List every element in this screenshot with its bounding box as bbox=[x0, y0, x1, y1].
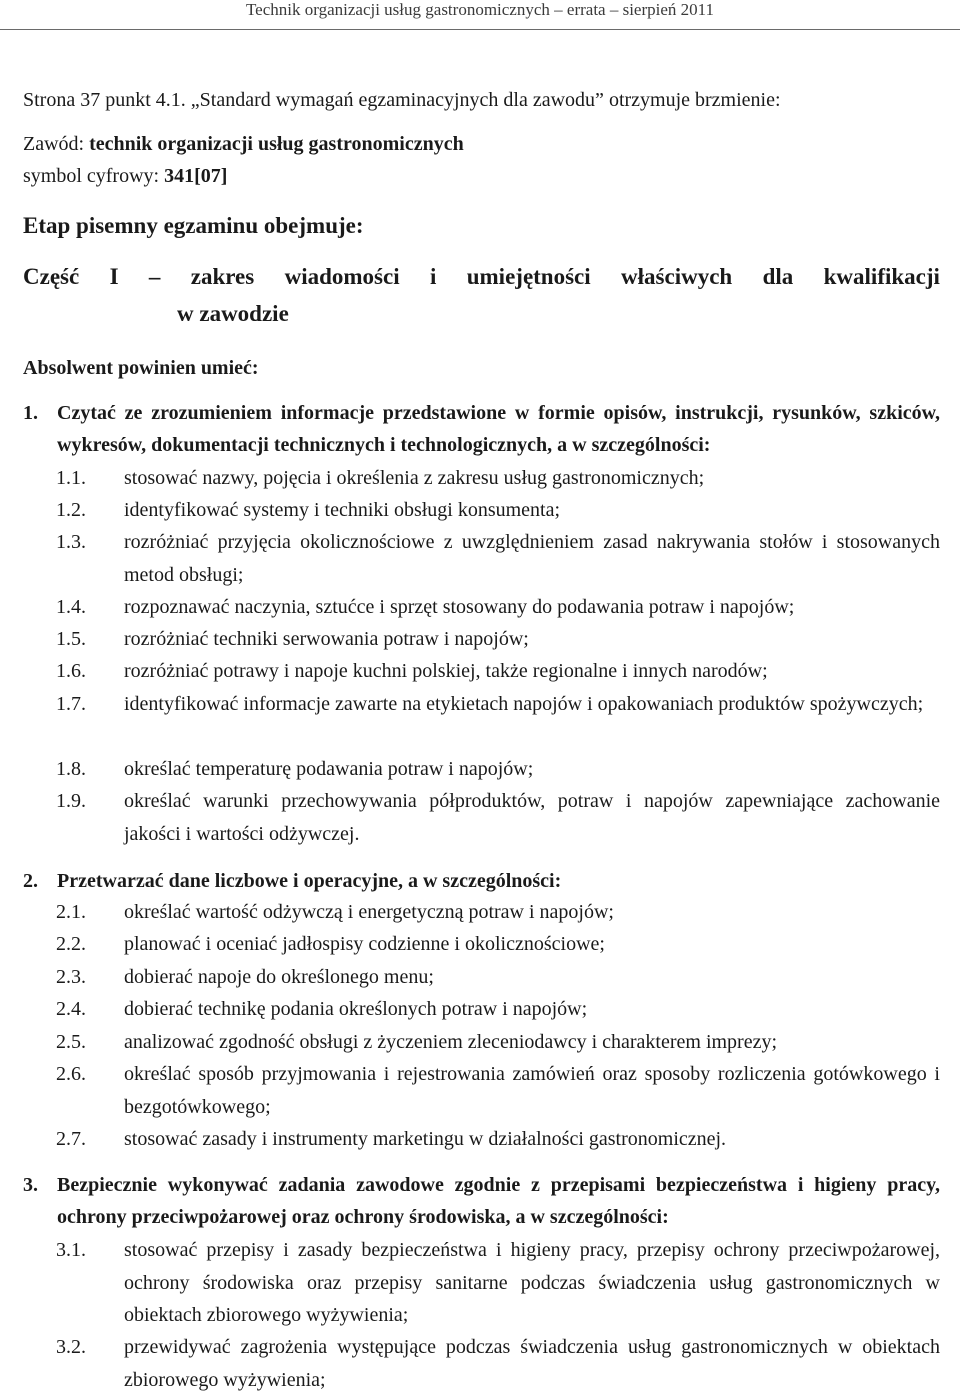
exam-stage-heading: Etap pisemny egzaminu obejmuje: bbox=[23, 213, 364, 238]
section-title: Przetwarzać dane liczbowe i operacyjne, a w szczególności: bbox=[57, 870, 562, 892]
item-number: 2.5. bbox=[56, 1031, 86, 1053]
list-item bbox=[23, 753, 940, 786]
section-heading bbox=[23, 1169, 940, 1233]
section-number: 3. bbox=[23, 1174, 38, 1196]
item-text: określać sposób przyjmowania i rejestrowania zamówień oraz sposoby rozliczenia gotówkowego i bezgotówkowego; bbox=[124, 1063, 940, 1118]
symbol-line bbox=[23, 160, 938, 192]
part-heading-continuation: w zawodzie bbox=[177, 301, 289, 326]
part-word: I bbox=[109, 264, 119, 289]
list-item bbox=[23, 494, 940, 527]
part-word: wiadomości bbox=[284, 264, 400, 289]
occupation-label: Zawód: bbox=[23, 133, 90, 155]
item-text: identyfikować informacje zawarte na etykietach napojów i opakowaniach produktów spożywczych; bbox=[124, 693, 924, 715]
item-text: rozpoznawać naczynia, sztućce i sprzęt stosowany do podawania potraw i napojów; bbox=[124, 596, 795, 618]
item-number: 1.3. bbox=[56, 531, 86, 553]
item-number: 2.4. bbox=[56, 998, 86, 1020]
list-item bbox=[23, 623, 940, 656]
header-divider bbox=[0, 29, 960, 30]
list-item bbox=[23, 1026, 940, 1059]
symbol-label: symbol cyfrowy: bbox=[23, 165, 165, 187]
list-item bbox=[23, 655, 940, 688]
item-text: rozróżniać potrawy i napoje kuchni polskiej, także regionalne i innych narodów; bbox=[124, 660, 768, 682]
item-number: 2.3. bbox=[56, 966, 86, 988]
part-word: Część bbox=[23, 264, 80, 289]
item-text: identyfikować systemy i techniki obsługi konsumenta; bbox=[124, 499, 561, 521]
item-number: 1.5. bbox=[56, 628, 86, 650]
list-item bbox=[23, 1058, 940, 1123]
section-heading bbox=[23, 865, 940, 897]
item-number: 3.1. bbox=[56, 1239, 86, 1261]
occupation-line bbox=[23, 128, 938, 160]
item-text: rozróżniać przyjęcia okolicznościowe z uwzględnieniem zasad nakrywania stołów i stosowanych metod obsługi; bbox=[124, 531, 940, 586]
list-item bbox=[23, 961, 940, 994]
list-item bbox=[23, 688, 940, 721]
item-text: stosować zasady i instrumenty marketingu w działalności gastronomicznej. bbox=[124, 1128, 727, 1150]
item-number: 1.1. bbox=[56, 467, 86, 489]
item-number: 3.2. bbox=[56, 1336, 86, 1358]
item-number: 1.2. bbox=[56, 499, 86, 521]
section-number: 2. bbox=[23, 870, 38, 892]
section-heading bbox=[23, 397, 940, 461]
list-item bbox=[23, 993, 940, 1026]
item-number: 1.6. bbox=[56, 660, 86, 682]
item-number: 1.9. bbox=[56, 790, 86, 812]
section-title: Czytać ze zrozumieniem informacje przedstawione w formie opisów, instrukcji, rysunków, szkiców, wykresów, dokumentacji technicznych i technologicznych, a w szczególności: bbox=[57, 402, 940, 456]
item-text: stosować nazwy, pojęcia i określenia z zakresu usług gastronomicznych; bbox=[124, 467, 705, 489]
item-text: przewidywać zagrożenia występujące podczas świadczenia usług gastronomicznych w obiektach zbiorowego wyżywienia; bbox=[124, 1336, 940, 1391]
item-text: dobierać napoje do określonego menu; bbox=[124, 966, 434, 988]
intro-paragraph: Strona 37 punkt 4.1. „Standard wymagań egzaminacyjnych dla zawodu” otrzymuje brzmienie: bbox=[23, 89, 781, 111]
item-text: określać wartość odżywczą i energetyczną potraw i napojów; bbox=[124, 901, 614, 923]
section-number: 1. bbox=[23, 402, 38, 424]
item-text: określać temperaturę podawania potraw i napojów; bbox=[124, 758, 534, 780]
item-number: 2.1. bbox=[56, 901, 86, 923]
section-title: Bezpiecznie wykonywać zadania zawodowe zgodnie z przepisami bezpieczeństwa i higieny pracy, ochrony przeciwpożarowej oraz ochrony środowiska, a w szczególności: bbox=[57, 1174, 940, 1228]
occupation-value: technik organizacji usług gastronomicznych bbox=[89, 133, 464, 155]
item-number: 2.2. bbox=[56, 933, 86, 955]
list-item bbox=[23, 462, 940, 495]
part-word: – bbox=[148, 264, 161, 289]
list-item bbox=[23, 1331, 940, 1396]
list-item bbox=[23, 896, 940, 929]
item-number: 2.7. bbox=[56, 1128, 86, 1150]
part-heading bbox=[23, 264, 940, 290]
item-text: planować i oceniać jadłospisy codzienne i okolicznościowe; bbox=[124, 933, 605, 955]
part-word: dla bbox=[762, 264, 794, 289]
item-text: analizować zgodność obsługi z życzeniem zleceniodawcy i charakterem imprezy; bbox=[124, 1031, 778, 1053]
part-word: kwalifikacji bbox=[823, 264, 940, 289]
list-item bbox=[23, 1234, 940, 1332]
page-header: Technik organizacji usług gastronomicznych – errata – sierpień 2011 bbox=[245, 0, 715, 19]
item-text: stosować przepisy i zasady bezpieczeństwa i higieny pracy, przepisy ochrony przeciwpożarowej, ochrony środowiska oraz przepisy sanitarne podczas świadczenia usług gastronomicznych w obiektach zbiorowego wyżywienia; bbox=[124, 1239, 940, 1326]
list-item bbox=[23, 1123, 940, 1156]
list-item bbox=[23, 591, 940, 624]
item-number: 1.8. bbox=[56, 758, 86, 780]
part-word: zakres bbox=[190, 264, 255, 289]
part-word: umiejętności bbox=[466, 264, 591, 289]
item-number: 1.4. bbox=[56, 596, 86, 618]
graduate-skills-heading: Absolwent powinien umieć: bbox=[23, 357, 259, 379]
item-text: dobierać technikę podania określonych potraw i napojów; bbox=[124, 998, 588, 1020]
item-text: określać warunki przechowywania półproduktów, potraw i napojów zapewniające zachowanie jakości i wartości odżywczej. bbox=[124, 790, 940, 845]
list-item bbox=[23, 526, 940, 591]
list-item bbox=[23, 928, 940, 961]
part-word: właściwych bbox=[621, 264, 733, 289]
item-number: 2.6. bbox=[56, 1063, 86, 1085]
item-text: rozróżniać techniki serwowania potraw i napojów; bbox=[124, 628, 529, 650]
list-item bbox=[23, 785, 940, 850]
item-number: 1.7. bbox=[56, 693, 86, 715]
symbol-value: 341[07] bbox=[164, 165, 228, 187]
part-word: i bbox=[429, 264, 437, 289]
